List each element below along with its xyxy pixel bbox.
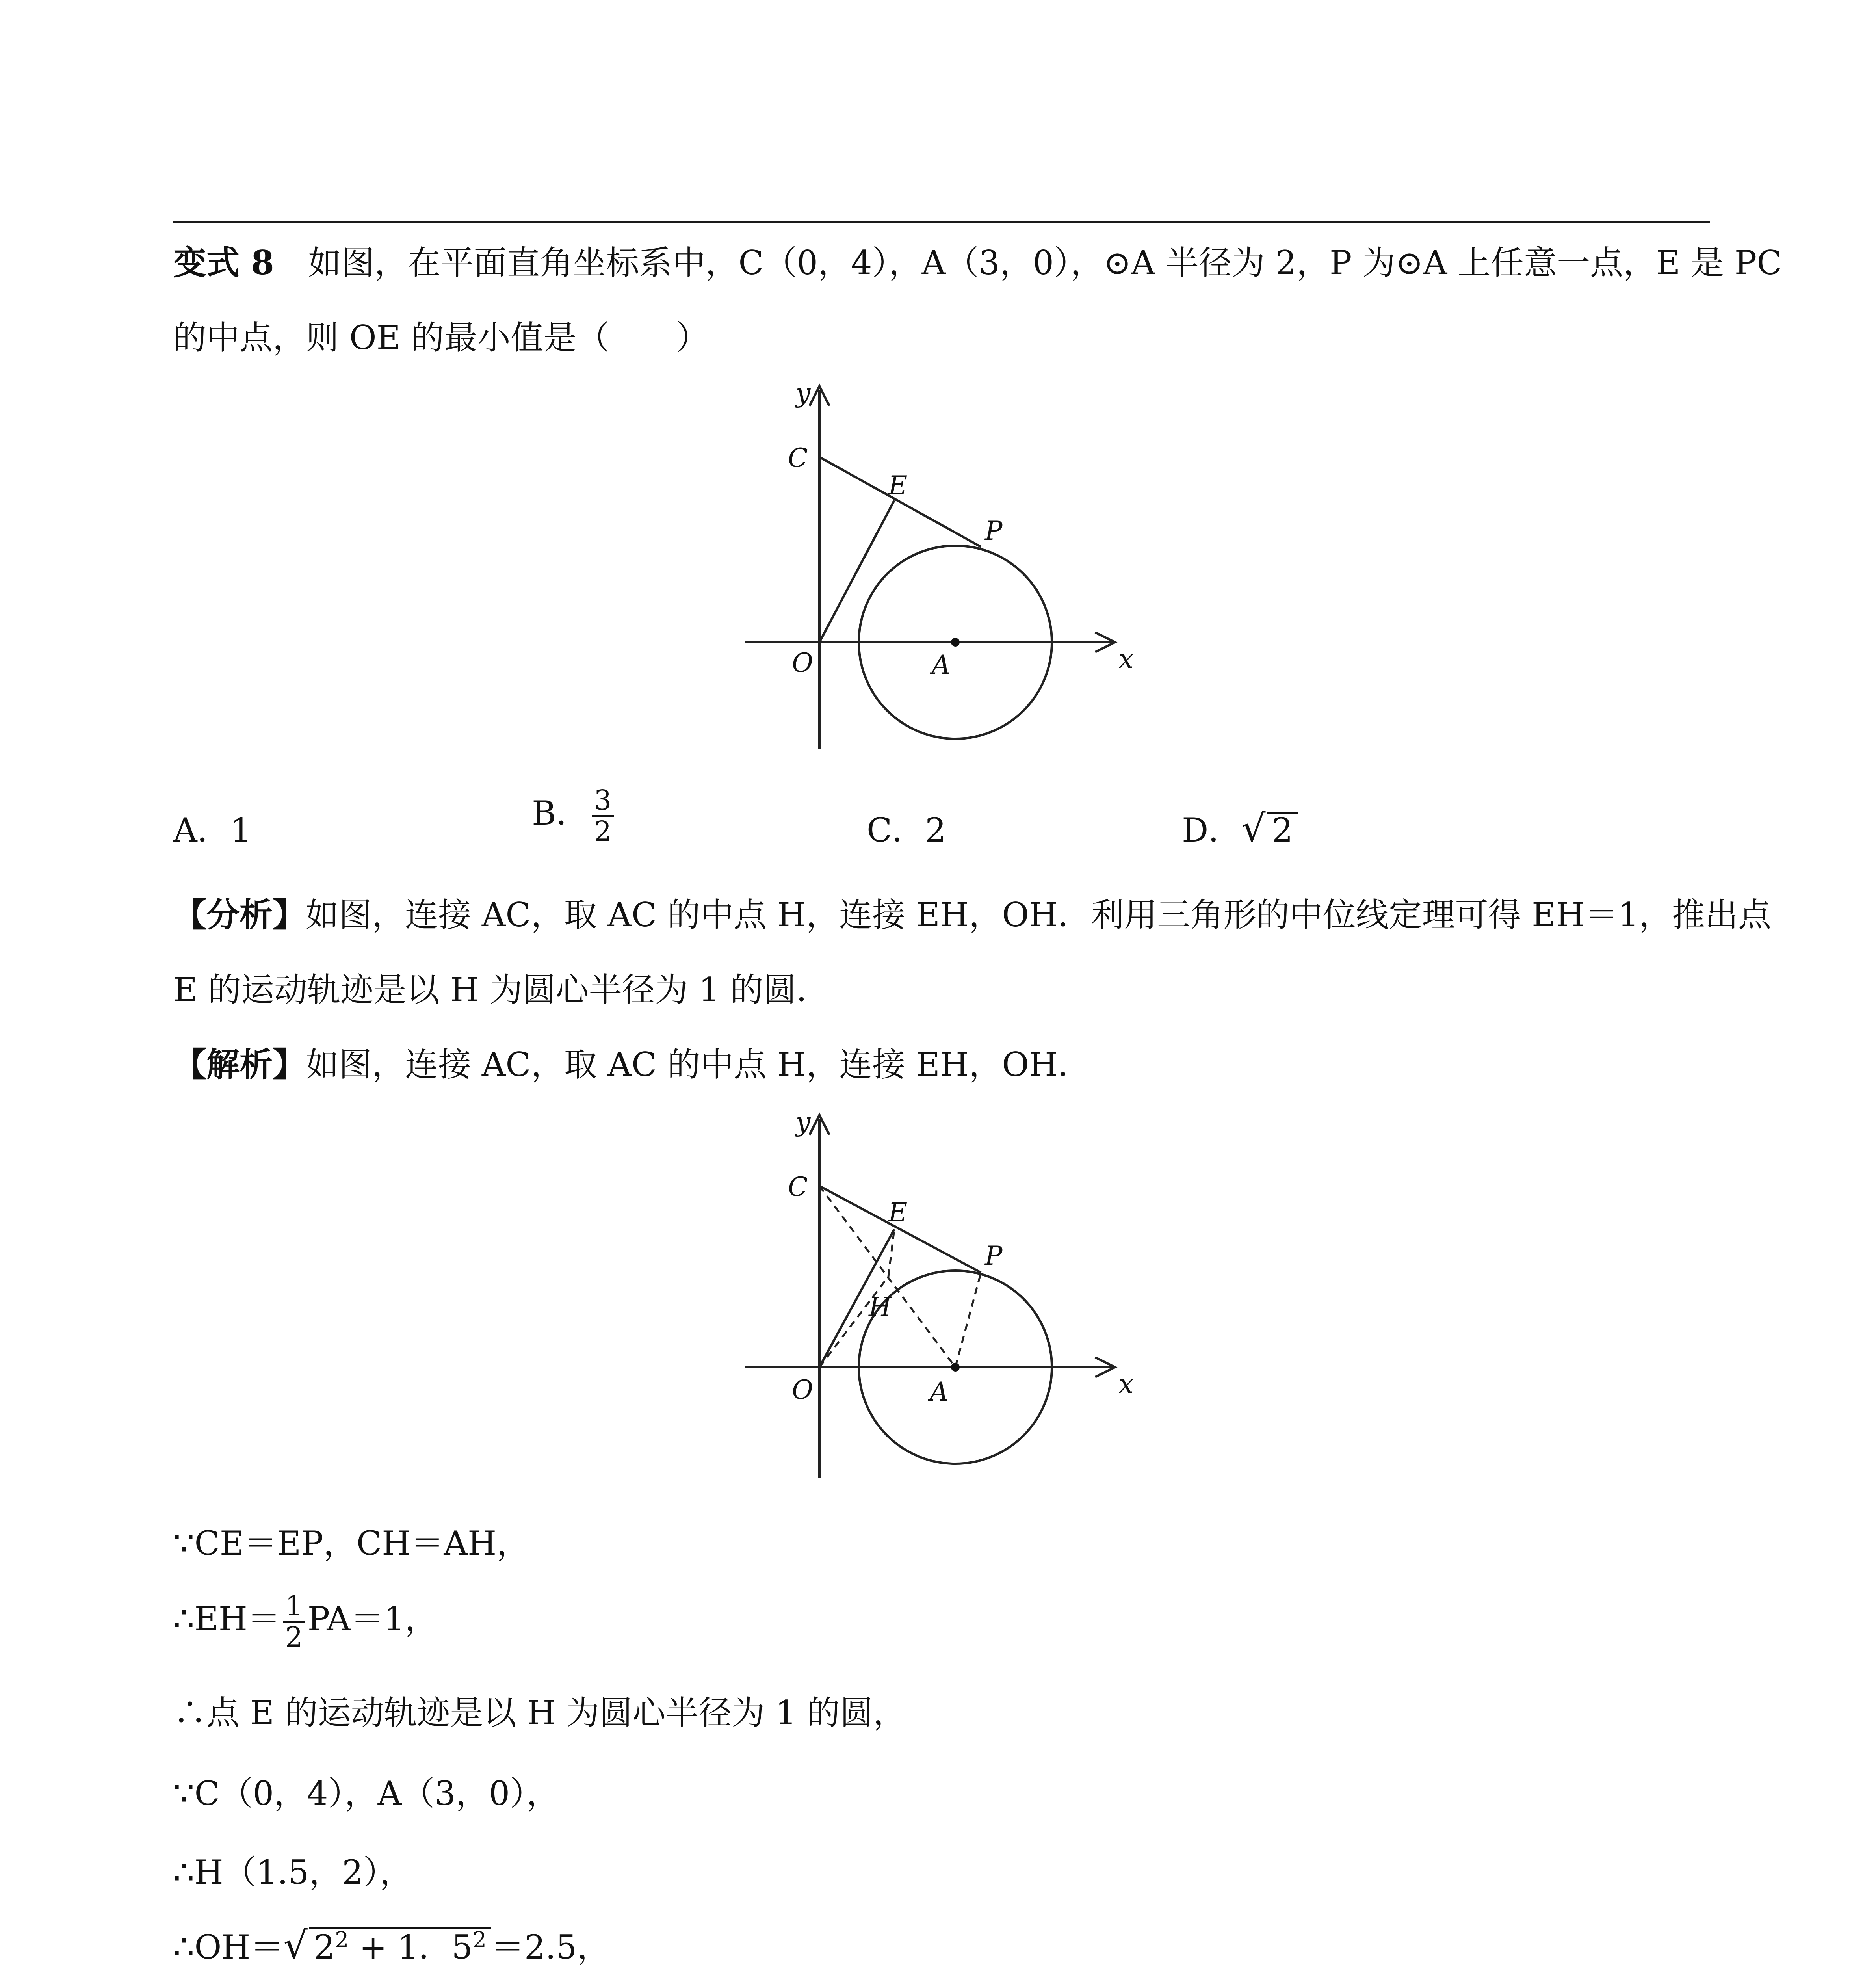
- step-2-num: 1: [283, 1592, 305, 1623]
- analysis-tag: 【分析】: [173, 895, 306, 934]
- fig2-label-a: A: [930, 1377, 949, 1407]
- fig1-center-dot: [951, 638, 960, 647]
- option-d-radical: √: [1241, 807, 1266, 851]
- fig1-label-p: P: [985, 516, 1003, 546]
- fig2-label-c: C: [788, 1172, 808, 1202]
- fig1-label-y: y: [796, 378, 811, 408]
- fig2-label-p: P: [985, 1241, 1003, 1271]
- fig2-center-dot: [951, 1363, 960, 1372]
- step-2-suffix: PA＝1，: [307, 1600, 438, 1638]
- fig2-dashed-ap: [955, 1273, 981, 1367]
- fig2-label-h: H: [869, 1292, 892, 1322]
- solution-tag: 【解析】: [173, 1045, 306, 1084]
- analysis-line-1: [173, 895, 1772, 934]
- problem-line-2: 的中点，则 OE 的最小值是（ ）: [173, 318, 709, 357]
- figure-1: [729, 378, 1154, 764]
- step-6-suffix: ＝2.5，: [491, 1928, 610, 1966]
- step-2-den: 2: [285, 1621, 303, 1653]
- top-rule: [173, 221, 1710, 223]
- step-6-radicand-a: 2: [314, 1928, 335, 1966]
- step-3: ∴点 E 的运动轨迹是以 H 为圆心半径为 1 的圆，: [173, 1693, 906, 1732]
- option-b-prefix: B．: [532, 794, 589, 833]
- option-b-num: 3: [592, 786, 614, 817]
- step-6: [173, 1924, 610, 1968]
- problem-label: 变式 8: [173, 243, 274, 282]
- fig2-label-o: O: [792, 1375, 814, 1405]
- step-5: ∴H（1.5，2），: [173, 1853, 413, 1892]
- fig1-label-x: x: [1119, 644, 1134, 674]
- option-a: A．1: [173, 811, 252, 849]
- fig2-label-x: x: [1119, 1369, 1134, 1399]
- step-6-radical: √: [283, 1924, 308, 1968]
- analysis-line-2: E 的运动轨迹是以 H 为圆心半径为 1 的圆．: [173, 970, 830, 1009]
- option-d-radicand: 2: [1267, 812, 1298, 847]
- step-1: ∵CE＝EP，CH＝AH，: [173, 1524, 530, 1563]
- option-b: [532, 786, 616, 846]
- fig1-label-c: C: [788, 443, 808, 473]
- step-4: ∵C（0，4），A（3，0），: [173, 1774, 560, 1813]
- option-b-den: 2: [594, 815, 612, 847]
- step-6-exp-a: 2: [335, 1927, 349, 1952]
- option-b-fraction: [592, 786, 614, 846]
- figure-2: [729, 1107, 1154, 1493]
- fig1-segment-oe: [819, 500, 894, 642]
- solution-line: [173, 1045, 1091, 1084]
- option-d: [1182, 807, 1298, 851]
- step-6-exp-b: 2: [472, 1927, 487, 1952]
- step-6-radicand: [309, 1927, 491, 1964]
- fig1-label-a: A: [932, 650, 951, 680]
- fig2-label-y: y: [796, 1107, 811, 1137]
- step-2: [173, 1592, 438, 1652]
- solution-intro: 如图，连接 AC，取 AC 的中点 H，连接 EH，OH．: [306, 1045, 1091, 1084]
- option-c: C．2: [867, 811, 946, 849]
- problem-text-1: 如图，在平面直角坐标系中，C（0，4），A（3，0），⊙A 半径为 2，P 为⊙A 上任意一点，E 是 PC: [308, 243, 1782, 282]
- fig1-label-e: E: [888, 470, 908, 501]
- fig2-dashed-ca: [819, 1186, 955, 1367]
- fig2-label-e: E: [888, 1197, 908, 1228]
- problem-line-1: [173, 243, 1782, 282]
- step-6-plus: + 1．5: [349, 1928, 473, 1966]
- option-d-prefix: D．: [1182, 811, 1242, 849]
- step-6-prefix: ∴OH＝: [173, 1928, 284, 1966]
- step-2-prefix: ∴EH＝: [173, 1600, 281, 1638]
- fig1-label-o: O: [792, 648, 814, 678]
- step-2-fraction: [283, 1592, 305, 1652]
- analysis-text-1: 如图，连接 AC，取 AC 的中点 H，连接 EH，OH．利用三角形的中位线定理可得 EH＝1，推出点: [306, 896, 1772, 934]
